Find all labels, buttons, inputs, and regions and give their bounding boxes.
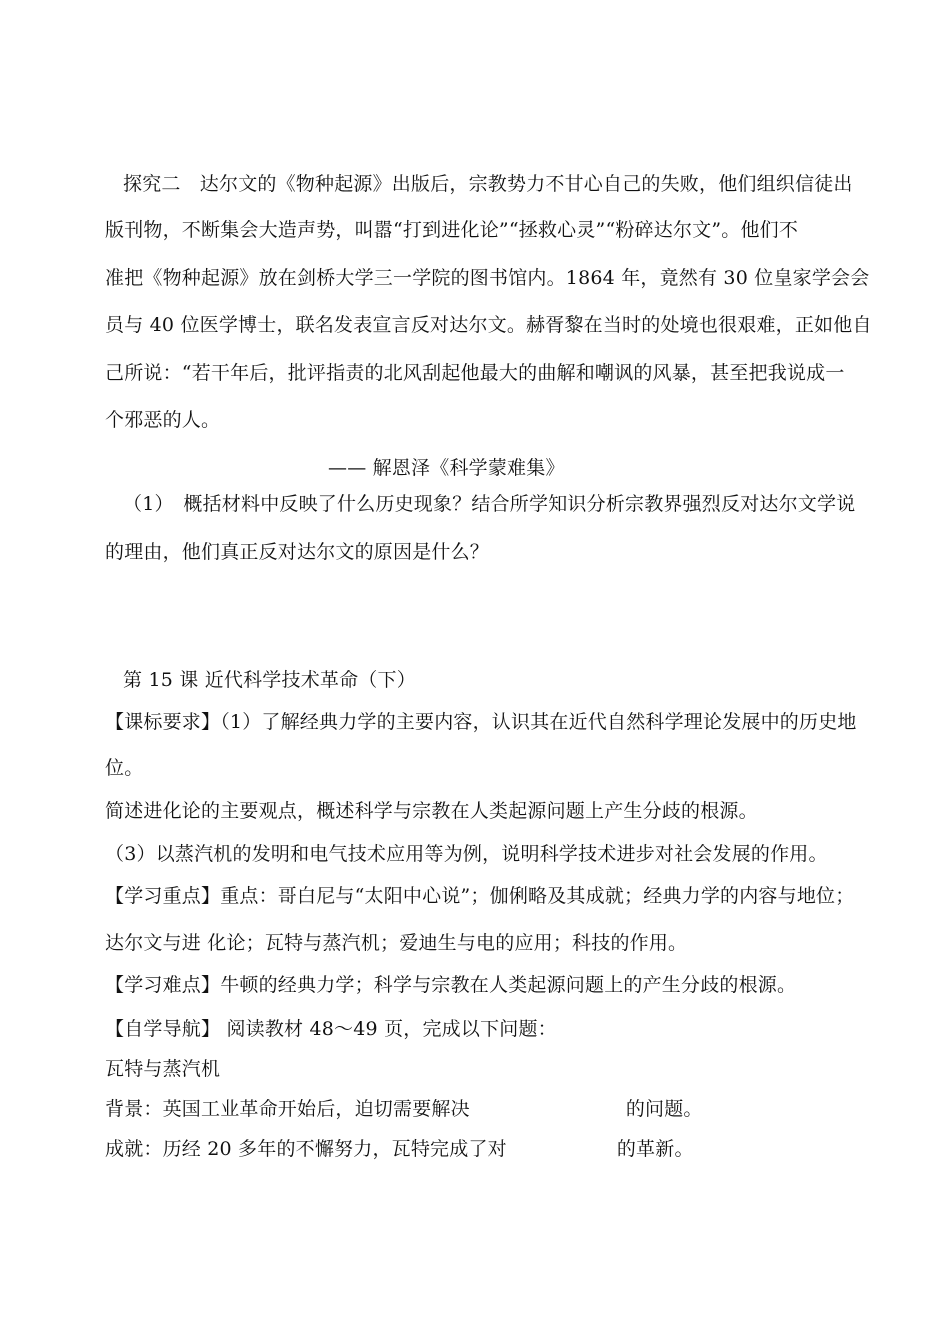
passage-line-3: 准把《物种起源》放在剑桥大学三一学院的图书馆内。1864 年，竟然有 30 位皇家学会会 — [105, 267, 870, 289]
requirements-line-4: （3）以蒸汽机的发明和电气技术应用等为例，说明科学技术进步对社会发展的作用。 — [105, 843, 828, 865]
passage-line-2: 版刊物，不断集会大造声势，叫嚣“打到进化论”“拯救心灵”“粉碎达尔文”。他们不 — [105, 219, 799, 241]
achievement-line — [105, 1137, 870, 1161]
question-line-1: （1） 概括材料中反映了什么历史现象？结合所学知识分析宗教界强烈反对达尔文学说 — [123, 493, 856, 515]
background-suffix: 的问题。 — [625, 1098, 703, 1120]
passage-source: —— 解恩泽《科学蒙难集》 — [328, 457, 565, 479]
requirements-line-2: 位。 — [105, 757, 144, 779]
achievement-prefix: 成就：历经 20 多年的不懈努力，瓦特完成了对 — [105, 1138, 507, 1160]
self-study-line: 【自学导航】 阅读教材 48～49 页，完成以下问题： — [105, 1018, 557, 1040]
keypoints-line-1: 【学习重点】重点：哥白尼与“太阳中心说”；伽俐略及其成就；经典力学的内容与地位； — [105, 885, 855, 907]
keypoints-line-2: 达尔文与进 化论；瓦特与蒸汽机；爱迪生与电的应用；科技的作用。 — [105, 932, 688, 954]
passage-line-1: 探究二 达尔文的《物种起源》出版后，宗教势力不甘心自己的失败，他们组织信徒出 — [123, 173, 853, 195]
requirements-line-3: 简述进化论的主要观点，概述科学与宗教在人类起源问题上产生分歧的根源。 — [105, 800, 758, 822]
passage-line-4: 员与 40 位医学博士，联名发表宣言反对达尔文。赫胥黎在当时的处境也很艰难，正如他自 — [105, 314, 872, 336]
requirements-line-1: 【课标要求】（1）了解经典力学的主要内容，认识其在近代自然科学理论发展中的历史地 — [105, 711, 857, 733]
achievement-suffix: 的革新。 — [616, 1138, 694, 1160]
topic-heading: 瓦特与蒸汽机 — [105, 1058, 221, 1080]
question-line-2: 的理由，他们真正反对达尔文的原因是什么？ — [105, 541, 490, 563]
passage-line-6: 个邪恶的人。 — [105, 409, 221, 431]
difficulty-line: 【学习难点】牛顿的经典力学；科学与宗教在人类起源问题上的产生分歧的根源。 — [105, 974, 797, 996]
background-prefix: 背景：英国工业革命开始后，迫切需要解决 — [105, 1098, 470, 1120]
lesson-title: 第 15 课 近代科学技术革命（下） — [123, 669, 416, 691]
passage-line-5: 己所说：“若干年后，批评指责的北风刮起他最大的曲解和嘲讽的风暴，甚至把我说成一 — [105, 362, 845, 384]
background-line — [105, 1097, 870, 1121]
